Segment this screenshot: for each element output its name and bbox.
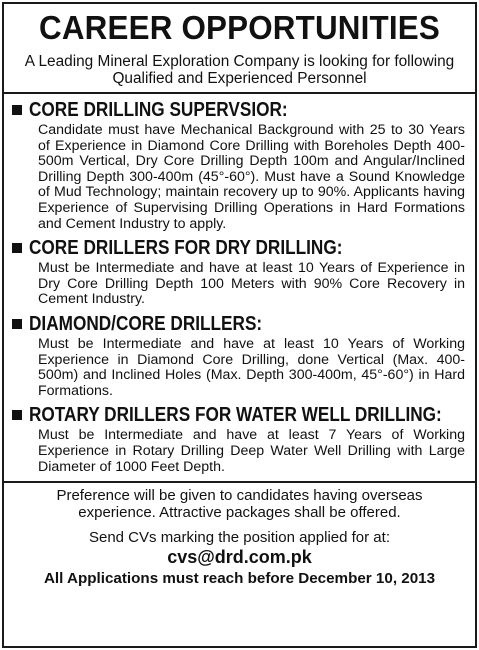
position-title: ROTARY DRILLERS FOR WATER WELL DRILLING:: [29, 404, 442, 427]
position-heading: [4, 236, 475, 260]
position-title: DIAMOND/CORE DRILLERS:: [29, 312, 263, 335]
bullet-square-icon: [12, 319, 22, 329]
ad-intro: A Leading Mineral Exploration Company is looking for following Qualified and Experienced Personnel: [24, 53, 455, 87]
bullet-square-icon: [12, 410, 22, 420]
position-title: CORE DRILLERS FOR DRY DRILLING:: [29, 237, 343, 260]
position-description: Candidate must have Mechanical Background with 25 to 30 Years of Experience in Diamond Core Drilling with Boreholes Depth 400-500m Vertical, Dry Core Drilling Depth 100m and Angular/Inclined Drilling Depth 300-400m (45°-60°). Must have a Sound Knowledge of Mud Technology; maintain recovery up to 90%. Applicants having Experience of Supervising Drilling Operations in Hard Formations and Cement Industry to apply.: [38, 122, 465, 232]
position-title: CORE DRILLING SUPERVSIOR:: [29, 99, 288, 121]
bullet-square-icon: [12, 105, 22, 115]
bullet-square-icon: [12, 243, 22, 253]
position-heading: [4, 312, 475, 336]
position-description: Must be Intermediate and have at least 10 Years of Working Experience in Diamond Core Drilling, done Vertical (Max. 400-500m) and Inclined Holes (Max. Depth 300-400m, 45°-60°) in Hard Formations.: [38, 335, 465, 399]
application-deadline: All Applications must reach before December 10, 2013: [43, 570, 436, 588]
job-advertisement: [2, 2, 477, 648]
position-heading: [4, 403, 475, 427]
top-divider: [4, 92, 475, 94]
contact-email[interactable]: cvs@drd.com.pk: [167, 547, 312, 568]
position-diamond-core-drillers: [4, 312, 475, 399]
bottom-divider: [4, 481, 475, 483]
position-rotary-drillers-water-well: [4, 403, 475, 475]
ad-title: CAREER OPPORTUNITIES: [39, 9, 440, 46]
position-heading: [4, 98, 475, 122]
position-core-drilling-supervisor: [4, 98, 475, 232]
send-cvs-instruction: Send CVs marking the position applied for at:: [88, 529, 390, 547]
preference-note: Preference will be given to candidates having overseas experience. Attractive packages shall be offered.: [56, 487, 423, 522]
position-description: Must be Intermediate and have at least 10 Years of Experience in Dry Core Drilling Depth 100 Meters with 90% Core Recovery in Cement Industry.: [38, 260, 465, 308]
position-core-drillers-dry-drilling: [4, 236, 475, 308]
position-description: Must be Intermediate and have at least 7 Years of Working Experience in Rotary Drilling Deep Water Well Drilling with Large Diameter of 1000 Feet Depth.: [38, 427, 465, 475]
